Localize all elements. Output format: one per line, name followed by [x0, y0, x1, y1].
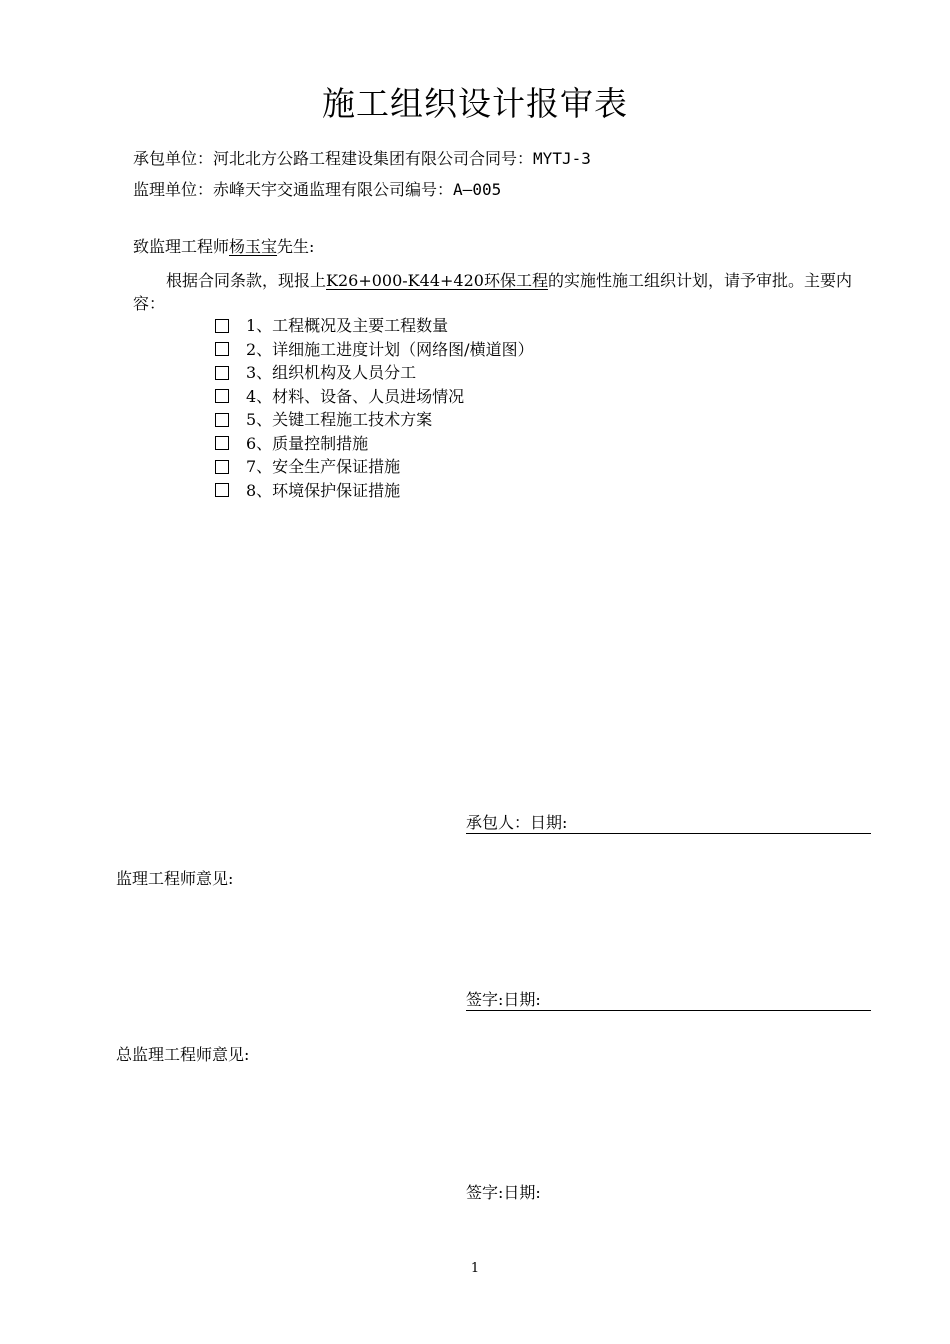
- page-title: 施工组织设计报审表: [322, 84, 628, 123]
- contractor-name: 河北北方公路工程建设集团有限公司: [213, 149, 470, 168]
- checklist-item-label: 6、质量控制措施: [246, 433, 369, 453]
- checklist-item[interactable]: [215, 314, 534, 338]
- contractor-signature-line[interactable]: 承包人：日期:: [466, 810, 871, 834]
- checkbox[interactable]: [215, 319, 229, 333]
- body-part2: 的实施性施工组织计划，请予审批。主要内: [547, 271, 852, 290]
- checklist-item-label: 2、详细施工进度计划（网络图/横道图）: [246, 339, 534, 359]
- number-label: 编号：: [405, 180, 454, 199]
- document-number: A—005: [453, 180, 502, 199]
- contractor-line: [133, 146, 591, 169]
- body-text-line2: 容：: [133, 294, 166, 313]
- checkbox[interactable]: [215, 342, 229, 356]
- body-part1: 根据合同条款，现报上: [166, 271, 327, 290]
- project-name: K26+000-K44+420环保工程: [326, 271, 548, 290]
- checkbox[interactable]: [215, 436, 229, 450]
- checkbox[interactable]: [215, 366, 229, 380]
- checkbox[interactable]: [215, 483, 229, 497]
- greeting-suffix: 先生:: [277, 237, 315, 256]
- checkbox[interactable]: [215, 389, 229, 403]
- greeting: [133, 234, 314, 257]
- chief-opinion-label: 总监理工程师意见:: [116, 1045, 250, 1064]
- checklist-item-label: 7、安全生产保证措施: [246, 457, 401, 476]
- greeting-prefix: 致监理工程师: [133, 237, 230, 256]
- checkbox[interactable]: [215, 413, 229, 427]
- page-number: 1: [470, 1261, 480, 1276]
- checklist-item-label: 5、关键工程施工技术方案: [246, 410, 433, 429]
- checklist-item[interactable]: [215, 432, 534, 456]
- checklist-item-label: 4、材料、设备、人员进场情况: [246, 386, 465, 406]
- checklist-item[interactable]: [215, 338, 534, 362]
- contractor-label: 承包单位：: [133, 149, 214, 168]
- checklist-item-label: 1、工程概况及主要工程数量: [246, 316, 449, 335]
- engineer-opinion-label: 监理工程师意见:: [116, 869, 234, 888]
- checklist-item[interactable]: [215, 385, 534, 409]
- checklist-item-label: 3、组织机构及人员分工: [246, 363, 417, 382]
- engineer-signature-line[interactable]: 签字:日期:: [466, 987, 871, 1011]
- supervisor-label: 监理单位：: [133, 180, 214, 199]
- checklist-item[interactable]: [215, 408, 534, 432]
- checklist-item[interactable]: [215, 479, 534, 503]
- supervisor-name: 赤峰天宇交通监理有限公司: [213, 180, 406, 199]
- contract-label: 合同号：: [469, 149, 534, 168]
- engineer-name: 杨玉宝: [229, 237, 278, 256]
- checkbox[interactable]: [215, 460, 229, 474]
- checklist-item[interactable]: [215, 361, 534, 385]
- checklist-item[interactable]: [215, 455, 534, 479]
- supervisor-line: [133, 177, 501, 200]
- body-text-line1: [166, 268, 852, 291]
- contract-number: MYTJ-3: [533, 149, 591, 168]
- chief-signature-line[interactable]: 签字:日期:: [466, 1183, 541, 1202]
- content-checklist: [215, 314, 534, 502]
- checklist-item-label: 8、环境保护保证措施: [246, 480, 401, 500]
